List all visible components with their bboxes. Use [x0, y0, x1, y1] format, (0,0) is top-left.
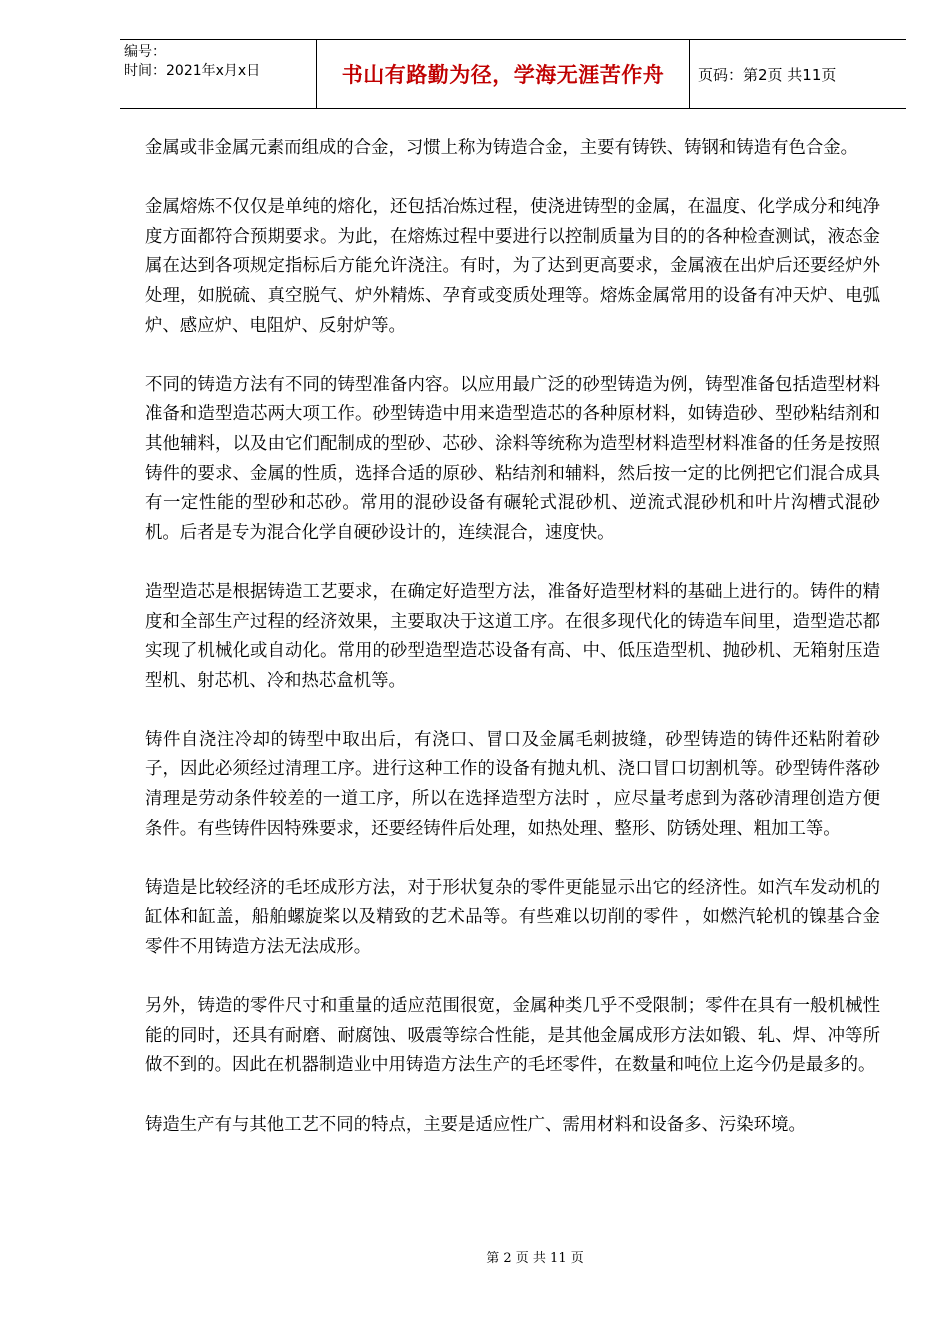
- header-motto: 书山有路勤为径，学海无涯苦作舟: [341, 63, 665, 87]
- header-motto-cell: [316, 40, 690, 108]
- paragraph: 不同的铸造方法有不同的铸型准备内容。以应用最广泛的砂型铸造为例，铸型准备包括造型材料准备和造型造芯两大项工作。砂型铸造中用来造型造芯的各种原材料，如铸造砂、型砂粘结剂和其他辅料，以及由它们配制成的型砂、芯砂、涂料等统称为造型材料造型材料准备的任务是按照铸件的要求、金属的性质，选择合适的原砂、粘结剂和辅料，然后按一定的比例把它们混合成具有一定性能的型砂和芯砂。常用的混砂设备有碾轮式混砂机、逆流式混砂机和叶片沟槽式混砂机。后者是专为混合化学自硬砂设计的，连续混合，速度快。: [145, 374, 880, 543]
- paragraph: 铸件自浇注冷却的铸型中取出后，有浇口、冒口及金属毛刺披缝，砂型铸造的铸件还粘附着砂子，因此必须经过清理工序。进行这种工作的设备有抛丸机、浇口冒口切割机等。砂型铸件落砂清理是劳动条件较差的一道工序，所以在选择造型方法时 ，应尽量考虑到为落砂清理创造方便条件。有些铸件因特殊要求，还要经铸件后处理，如热处理、整形、防锈处理、粗加工等。: [145, 729, 880, 839]
- header-meta: [124, 43, 314, 81]
- header-table: [120, 39, 906, 109]
- paragraph: 铸造生产有与其他工艺不同的特点，主要是适应性广、需用材料和设备多、污染环境。: [145, 1114, 806, 1135]
- header-page-label: 页码：第2页 共11页: [698, 65, 837, 84]
- document-body: [145, 134, 880, 1170]
- paragraph: 另外，铸造的零件尺寸和重量的适应范围很宽，金属种类几乎不受限制；零件在具有一般机械性能的同时，还具有耐磨、耐腐蚀、吸震等综合性能，是其他金属成形方法如锻、轧、焊、冲等所做不到的。因此在机器制造业中用铸造方法生产的毛坯零件，在数量和吨位上迄今仍是最多的。: [145, 996, 880, 1076]
- paragraph: 金属或非金属元素而组成的合金，习惯上称为铸造合金，主要有铸铁、铸钢和铸造有色合金。: [145, 138, 859, 158]
- paragraph: 造型造芯是根据铸造工艺要求，在确定好造型方法，准备好造型材料的基础上进行的。铸件的精度和全部生产过程的经济效果，主要取决于这道工序。在很多现代化的铸造车间里，造型造芯都实现了机械化或自动化。常用的砂型造型造芯设备有高、中、低压造型机、抛砂机、无箱射压造型机、射芯机、冷和热芯盒机等。: [145, 581, 880, 691]
- paragraph: 铸造是比较经济的毛坯成形方法，对于形状复杂的零件更能显示出它的经济性。如汽车发动机的缸体和缸盖，船舶螺旋桨以及精致的艺术品等。有些难以切削的零件 ，如燃汽轮机的镍基合金零件不用铸造方法无法成形。: [145, 877, 880, 958]
- paragraph: 金属熔炼不仅仅是单纯的熔化，还包括冶炼过程，使浇进铸型的金属，在温度、化学成分和纯净度方面都符合预期要求。为此，在熔炼过程中要进行以控制质量为目的的各种检查测试，液态金属在达到各项规定指标后方能允许浇注。有时，为了达到更高要求，金属液在出炉后还要经炉外处理，如脱硫、真空脱气、炉外精炼、孕育或变质处理等。熔炼金属常用的设备有冲天炉、电弧炉、感应炉、电阻炉、反射炉等。: [145, 197, 880, 336]
- page-footer: 第 2 页 共 11 页: [486, 1251, 584, 1266]
- document-time-label: 时间：2021年x月x日: [124, 63, 261, 79]
- document-number-label: 编号：: [124, 44, 166, 60]
